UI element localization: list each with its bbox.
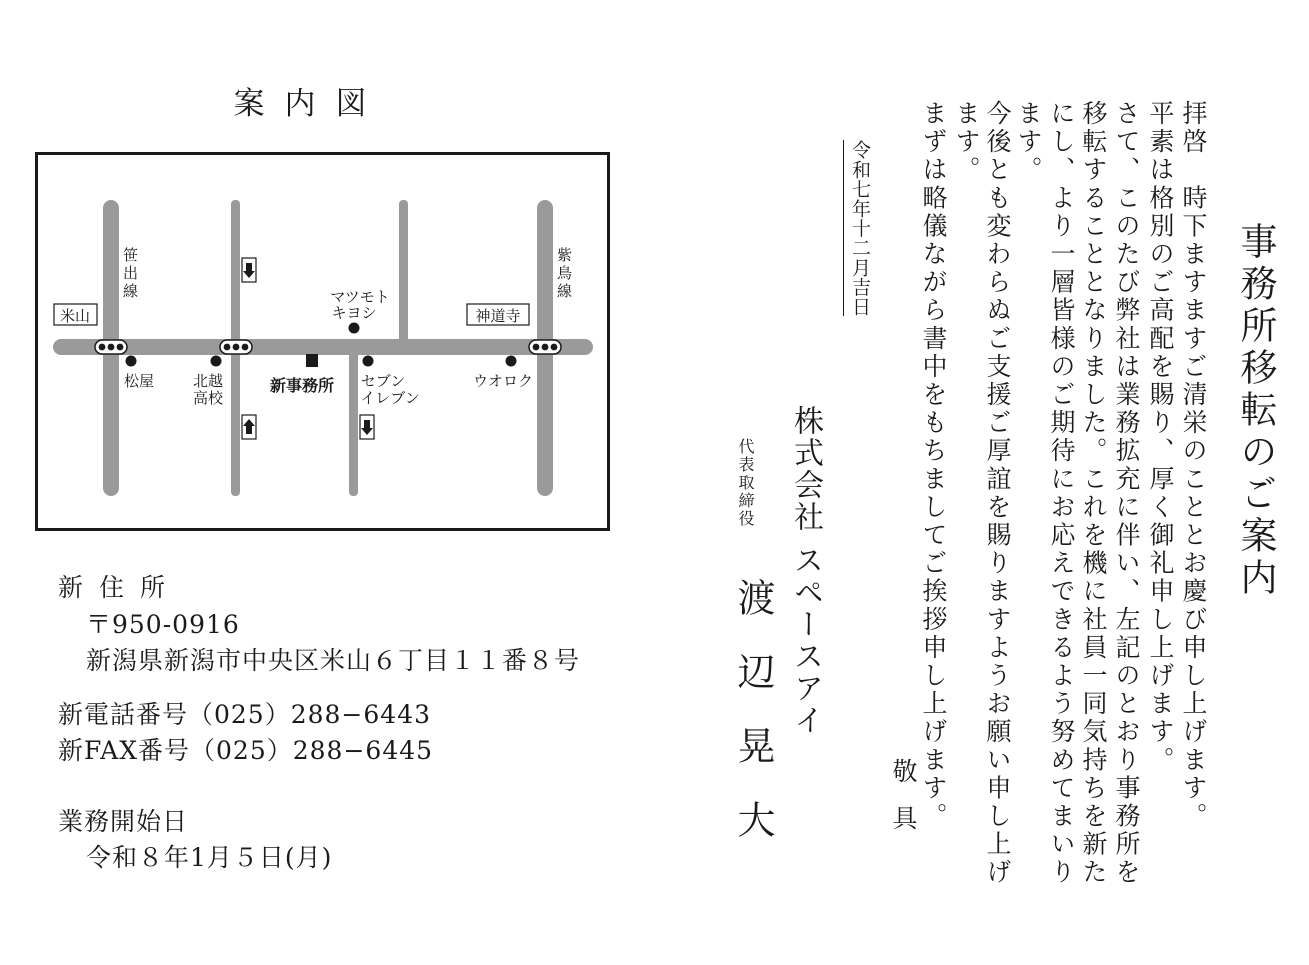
letter-line: にし、より一層皆様のご期待にお応えできるよう努めてまいり bbox=[1047, 100, 1076, 887]
letter-line: 拝啓 時下ますますご清栄のこととお慶び申し上げます。 bbox=[1179, 100, 1208, 831]
label-matsuya: 松屋 bbox=[123, 372, 155, 390]
label-sasade-line: 笹出線 bbox=[121, 247, 139, 301]
label-uoroku: ウオロク bbox=[472, 372, 534, 390]
label-seven-1: セブン bbox=[360, 372, 406, 390]
label-shindoji: 神道寺 bbox=[475, 307, 521, 325]
guide-map bbox=[35, 152, 610, 531]
new-office-marker bbox=[306, 354, 318, 367]
label-seven-2: イレブン bbox=[360, 389, 420, 407]
arrow-down-icon bbox=[242, 258, 256, 282]
road-center bbox=[349, 347, 358, 496]
ceo-title: 代表取締役 bbox=[736, 438, 755, 528]
label-matsumoto-1: マツモト bbox=[330, 288, 390, 306]
road-north bbox=[399, 200, 408, 348]
landmark-dot-uoroku bbox=[506, 356, 517, 367]
letter-line: 今後とも変わらぬご支援ご厚誼を賜りますようお願い申し上げ bbox=[983, 100, 1012, 887]
letter-date: 令和七年十二月吉日 bbox=[843, 140, 874, 316]
label-yoneyama: 米山 bbox=[59, 307, 91, 325]
arrow-down-icon bbox=[360, 415, 374, 439]
traffic-light-hokuetsu bbox=[220, 340, 252, 354]
traffic-light-yoneyama bbox=[95, 340, 127, 354]
letter-line: ます。 bbox=[952, 100, 981, 185]
closing-keigu: 敬具 bbox=[889, 758, 918, 852]
address-line: 新潟県新潟市中央区米山６丁目１１番８号 bbox=[86, 646, 581, 675]
new-fax-number: 新FAX番号（025）288−6445 bbox=[58, 736, 434, 765]
business-start-heading: 業務開始日 bbox=[58, 807, 189, 836]
landmark-dot-seven bbox=[363, 356, 374, 367]
label-hokuetsu-1: 北越 bbox=[192, 372, 224, 390]
landmark-dot-matsumoto bbox=[349, 323, 360, 334]
arrow-up-icon bbox=[242, 415, 256, 439]
map-drawing bbox=[38, 155, 607, 528]
postal-code: 〒950-0916 bbox=[86, 610, 240, 639]
map-title: 案内図 bbox=[233, 86, 387, 122]
ceo-name: 渡辺晃大 bbox=[731, 578, 775, 874]
traffic-light-shindoji bbox=[529, 340, 561, 354]
new-phone-number: 新電話番号（025）288−6443 bbox=[58, 700, 432, 729]
label-matsumoto-2: キヨシ bbox=[331, 304, 377, 322]
letter-line: まずは略儀ながら書中をもちましてご挨拶申し上げます。 bbox=[919, 100, 948, 831]
letter-line: 移転することとなりました。これを機に社員一同気持ちを新た bbox=[1079, 100, 1108, 887]
label-shibatori-line: 紫鳥線 bbox=[555, 247, 573, 301]
new-address-heading: 新住所 bbox=[58, 573, 182, 602]
main-road bbox=[53, 339, 593, 355]
company-name: 株式会社 スペースアイ bbox=[788, 405, 823, 737]
label-new-office: 新事務所 bbox=[269, 376, 335, 395]
letter-line: 平素は格別のご高配を賜り、厚く御礼申し上げます。 bbox=[1146, 100, 1175, 775]
document-title: 事務所移転のご案内 bbox=[1234, 222, 1277, 600]
business-start-date: 令和８年1月５日(月) bbox=[86, 843, 333, 872]
landmark-dot-matsuya bbox=[126, 356, 137, 367]
letter-line: さて、このたび弊社は業務拡充に伴い、左記のとおり事務所を bbox=[1112, 100, 1141, 887]
landmark-dot-hokuetsu bbox=[211, 356, 222, 367]
label-hokuetsu-2: 高校 bbox=[192, 389, 224, 407]
letter-line: ます。 bbox=[1014, 100, 1043, 185]
